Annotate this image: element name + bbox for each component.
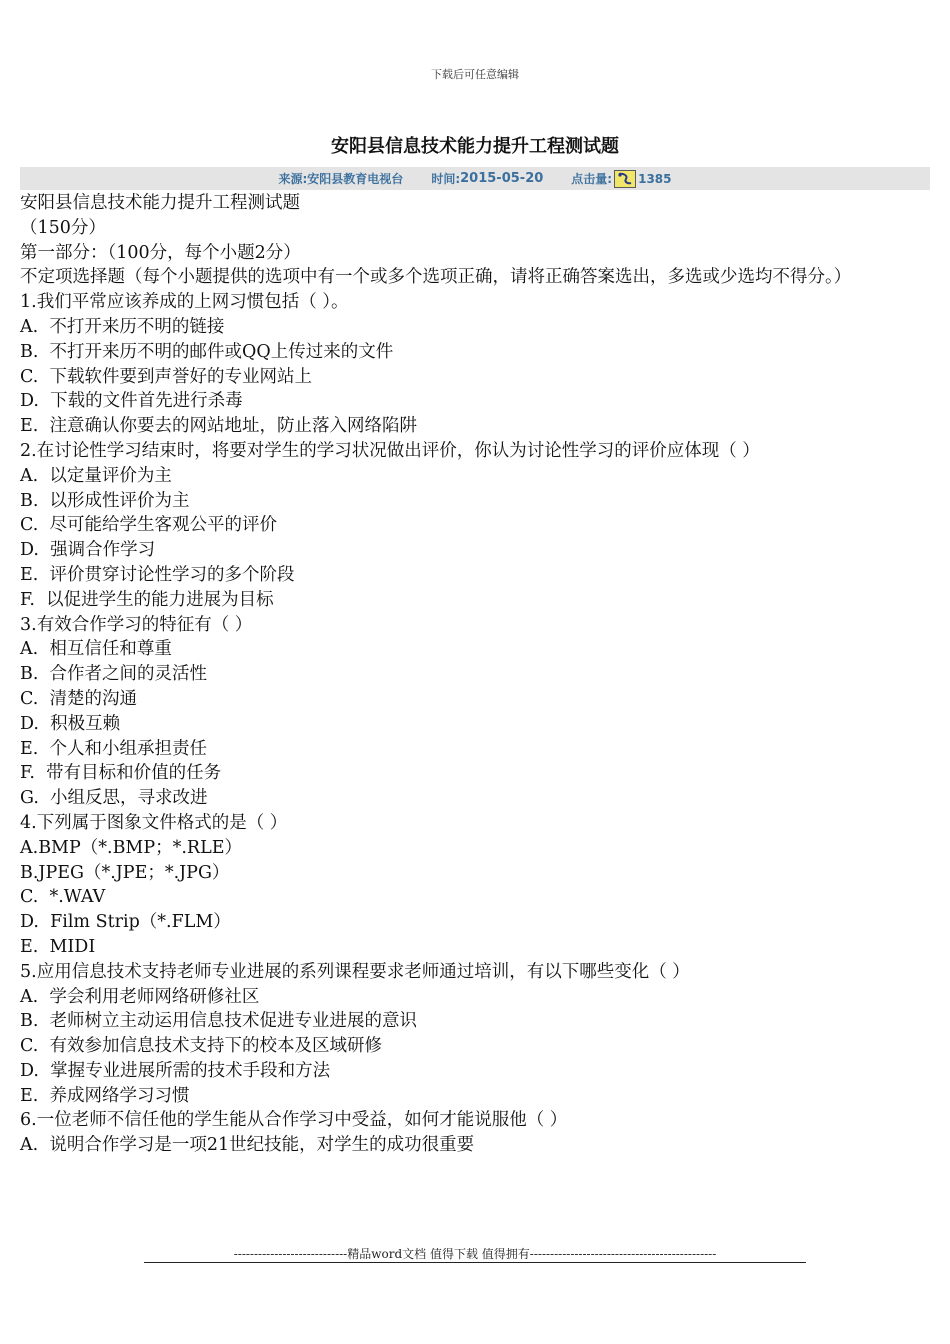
footer-text: ----------------------------精品word文档 值得下载 值得拥有---------------------------------------------- [233, 1247, 717, 1261]
body-line: E. 养成网络学习习惯 [20, 1085, 190, 1106]
meta-source-label: 来源: [278, 172, 308, 186]
article-meta-bar [20, 167, 930, 190]
body-line: C. *.WAV [20, 887, 106, 908]
body-line: B. 合作者之间的灵活性 [20, 664, 208, 685]
body-line: D. 强调合作学习 [20, 540, 156, 561]
body-line: A.BMP（*.BMP；*.RLE） [20, 837, 243, 858]
body-line: （150分） [20, 217, 106, 238]
body-line: B. 以形成性评价为主 [20, 490, 190, 511]
body-line: E. 注意确认你要去的网站地址，防止落入网络陷阱 [20, 416, 417, 437]
body-line: B. 老师树立主动运用信息技术促进专业进展的意识 [20, 1011, 418, 1032]
body-line: E. MIDI [20, 936, 96, 957]
body-line: B. 不打开来历不明的邮件或QQ上传过来的文件 [20, 341, 394, 362]
meta-hits-value: 1385 [638, 171, 672, 186]
body-line: 1.我们平常应该养成的上网习惯包括（ ）。 [20, 292, 349, 313]
meta-source-value: 安阳县教育电视台 [307, 172, 404, 186]
hits-counter-icon [614, 170, 636, 188]
body-line: C. 有效参加信息技术支持下的校本及区域研修 [20, 1036, 382, 1057]
body-line: 4.下列属于图象文件格式的是（ ） [20, 812, 288, 833]
body-line: E. 个人和小组承担责任 [20, 738, 207, 759]
body-line: B.JPEG（*.JPE；*.JPG） [20, 862, 230, 883]
meta-time-label: 时间: [431, 172, 461, 186]
meta-time [431, 170, 543, 187]
body-line: 3.有效合作学习的特征有（ ） [20, 614, 253, 635]
body-line: A. 不打开来历不明的链接 [20, 316, 225, 337]
meta-hits [571, 170, 671, 188]
meta-source [278, 170, 403, 187]
body-line: C. 清楚的沟通 [20, 688, 137, 709]
body-line: 5.应用信息技术支持老师专业进展的系列课程要求老师通过培训，有以下哪些变化（ ） [20, 961, 690, 982]
body-line: C. 尽可能给学生客观公平的评价 [20, 515, 277, 536]
body-line: F. 带有目标和价值的任务 [20, 763, 222, 784]
body-line: D. Film Strip（*.FLM） [20, 912, 231, 933]
body-line: D. 积极互赖 [20, 713, 121, 734]
body-line: C. 下载软件要到声誉好的专业网站上 [20, 366, 312, 387]
body-line: 2.在讨论性学习结束时，将要对学生的学习状况做出评价，你认为讨论性学习的评价应体现（ ） [20, 440, 760, 461]
meta-hits-label: 点击量: [571, 172, 613, 186]
article-title: 安阳县信息技术能力提升工程测试题 [331, 136, 619, 157]
footer-rule [144, 1262, 806, 1263]
body-line: 第一部分：（100分，每个小题2分） [20, 242, 301, 263]
body-line: A. 相互信任和尊重 [20, 639, 172, 660]
body-line: D. 下载的文件首先进行杀毒 [20, 391, 243, 412]
body-line: 安阳县信息技术能力提升工程测试题 [20, 193, 300, 213]
body-line: 6.一位老师不信任他的学生能从合作学习中受益，如何才能说服他（ ） [20, 1110, 568, 1131]
article-body [20, 191, 932, 1158]
header-note: 下载后可任意编辑 [431, 68, 519, 81]
meta-time-value: 2015-05-20 [460, 171, 544, 186]
body-line: G. 小组反思，寻求改进 [20, 788, 208, 809]
body-line: A. 学会利用老师网络研修社区 [20, 986, 260, 1007]
body-line: F. 以促进学生的能力进展为目标 [20, 589, 274, 610]
body-line: A. 以定量评价为主 [20, 465, 172, 486]
body-line: 不定项选择题（每个小题提供的选项中有一个或多个选项正确，请将正确答案选出，多选或少选均不得分。） [20, 267, 852, 288]
body-line: A. 说明合作学习是一项21世纪技能，对学生的成功很重要 [20, 1135, 475, 1156]
body-line: D. 掌握专业进展所需的技术手段和方法 [20, 1060, 331, 1081]
body-line: E. 评价贯穿讨论性学习的多个阶段 [20, 564, 295, 585]
